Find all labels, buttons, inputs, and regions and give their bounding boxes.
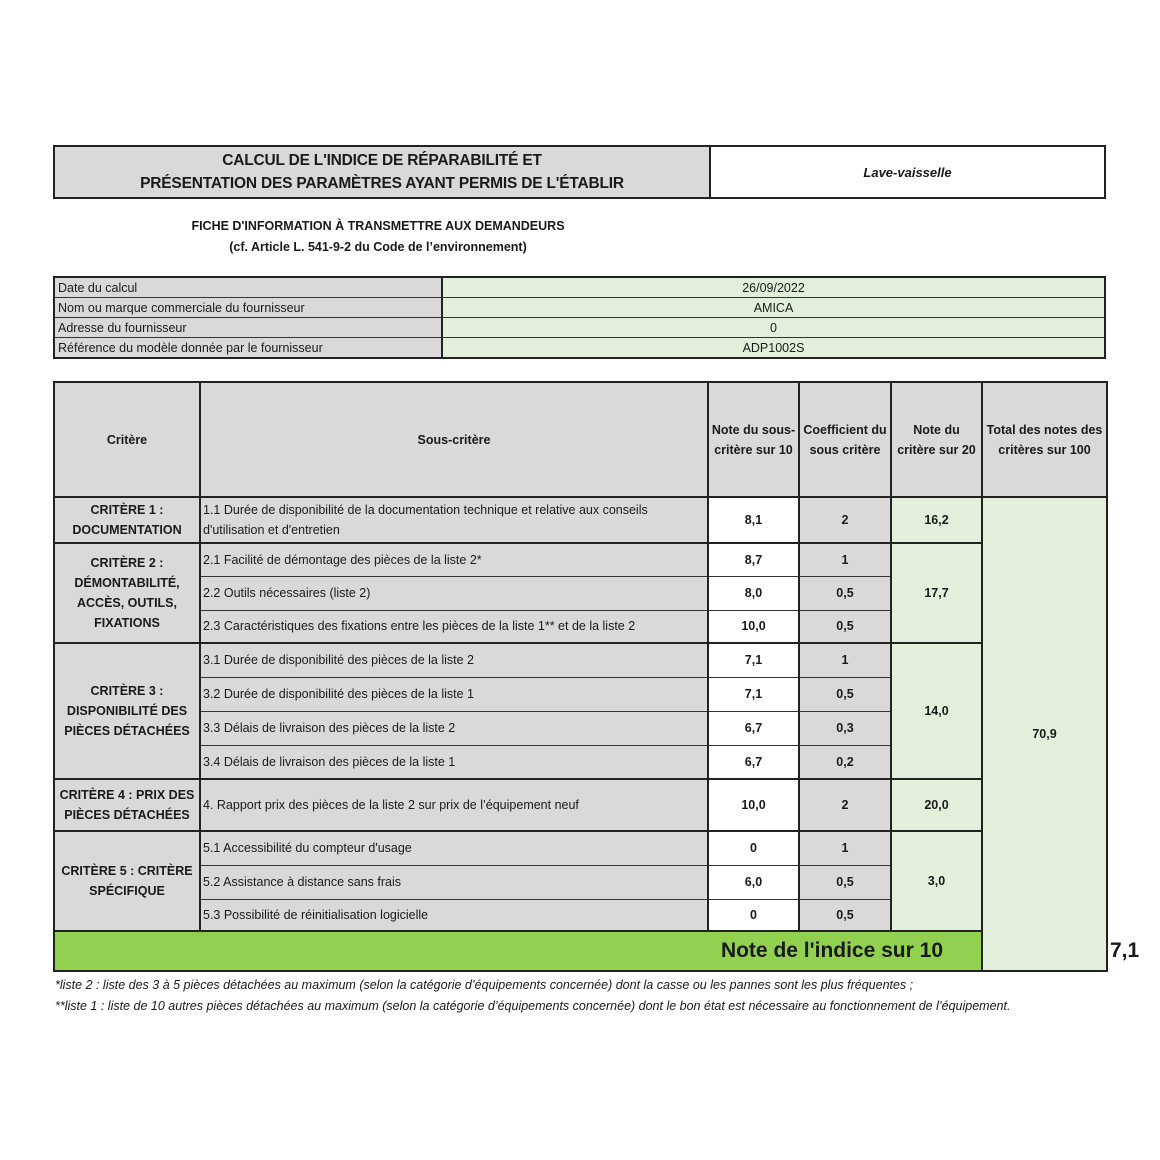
- title-line-1: CALCUL DE L'INDICE DE RÉPARABILITÉ ET: [222, 152, 542, 169]
- col-header-note-sous: Note du sous-critère sur 10: [708, 382, 799, 497]
- col-header-sous-critere: Sous-critère: [200, 382, 708, 497]
- subcriterion-label: 3.2 Durée de disponibilité des pièces de la liste 1: [200, 677, 708, 711]
- subcriterion-score: 8,0: [708, 576, 799, 610]
- subcriterion-label: 1.1 Durée de disponibilité de la documentation technique et relative aux conseils d'utilisation et d'entretien: [200, 497, 708, 543]
- subcriterion-coefficient: 2: [799, 497, 891, 543]
- final-score-label: Note de l'indice sur 10: [54, 931, 982, 971]
- info-value: ADP1002S: [442, 338, 1105, 359]
- title-line-2: PRÉSENTATION DES PARAMÈTRES AYANT PERMIS DE L'ÉTABLIR: [140, 175, 624, 192]
- supplier-info-table: [53, 276, 1106, 359]
- criterion-score: 17,7: [891, 543, 982, 643]
- criterion-label: CRITÈRE 5 : CRITÈRE SPÉCIFIQUE: [54, 831, 200, 931]
- info-label: Date du calcul: [54, 277, 442, 298]
- subcriterion-coefficient: 1: [799, 643, 891, 677]
- info-label: Adresse du fournisseur: [54, 318, 442, 338]
- info-row-brand: [54, 298, 1105, 318]
- repairability-score-table: [53, 381, 1140, 972]
- subcriterion-score: 7,1: [708, 643, 799, 677]
- subcriterion-coefficient: 0,2: [799, 745, 891, 779]
- criterion-score: 20,0: [891, 779, 982, 831]
- criterion-score: 16,2: [891, 497, 982, 543]
- table-row: [54, 831, 1107, 865]
- subcriterion-coefficient: 2: [799, 779, 891, 831]
- footnote-liste-2: *liste 2 : liste des 3 à 5 pièces détachées au maximum (selon la catégorie d’équipements concernée) dont la casse ou les pannes sont les plus fréquentes ;: [55, 978, 914, 992]
- criterion-label: CRITÈRE 2 : DÉMONTABILITÉ, ACCÈS, OUTILS, FIXATIONS: [54, 543, 200, 643]
- subcriterion-coefficient: 0,5: [799, 899, 891, 931]
- subcriterion-score: 8,1: [708, 497, 799, 543]
- subcriterion-label: 2.1 Facilité de démontage des pièces de la liste 2*: [200, 543, 708, 576]
- info-row-model: [54, 338, 1105, 359]
- subcriterion-score: 6,7: [708, 711, 799, 745]
- subcriterion-coefficient: 0,5: [799, 610, 891, 643]
- subcriterion-score: 6,7: [708, 745, 799, 779]
- subcriterion-score: 10,0: [708, 779, 799, 831]
- subcriterion-coefficient: 1: [799, 543, 891, 576]
- info-row-date: [54, 277, 1105, 298]
- product-category: Lave-vaisselle: [711, 147, 1104, 197]
- info-label: Nom ou marque commerciale du fournisseur: [54, 298, 442, 318]
- subcriterion-label: 5.1 Accessibilité du compteur d'usage: [200, 831, 708, 865]
- info-value: AMICA: [442, 298, 1105, 318]
- header-block: [53, 145, 1106, 199]
- subcriterion-coefficient: 0,5: [799, 865, 891, 899]
- total-score-100: 70,9: [982, 497, 1107, 971]
- subcriterion-score: 0: [708, 899, 799, 931]
- final-score-row: Note de l'indice sur 10 7,1: [54, 931, 1107, 971]
- subheader-line-2: (cf. Article L. 541-9-2 du Code de l’environnement): [229, 240, 527, 254]
- col-header-note-critere: Note du critère sur 20: [891, 382, 982, 497]
- col-header-critere: Critère: [54, 382, 200, 497]
- criterion-label: CRITÈRE 4 : PRIX DES PIÈCES DÉTACHÉES: [54, 779, 200, 831]
- subcriterion-label: 2.3 Caractéristiques des fixations entre les pièces de la liste 1** et de la liste 2: [200, 610, 708, 643]
- criterion-score: 3,0: [891, 831, 982, 931]
- subcriterion-label: 3.1 Durée de disponibilité des pièces de la liste 2: [200, 643, 708, 677]
- subcriterion-label: 4. Rapport prix des pièces de la liste 2 sur prix de l’équipement neuf: [200, 779, 708, 831]
- subcriterion-label: 5.2 Assistance à distance sans frais: [200, 865, 708, 899]
- table-row: [54, 543, 1107, 576]
- subcriterion-score: 8,7: [708, 543, 799, 576]
- info-value: 0: [442, 318, 1105, 338]
- subcriterion-coefficient: 1: [799, 831, 891, 865]
- criterion-label: CRITÈRE 3 : DISPONIBILITÉ DES PIÈCES DÉTACHÉES: [54, 643, 200, 779]
- table-row: [54, 779, 1107, 831]
- table-row: [54, 497, 1107, 543]
- info-row-address: [54, 318, 1105, 338]
- subcriterion-label: 3.4 Délais de livraison des pièces de la liste 1: [200, 745, 708, 779]
- subcriterion-coefficient: 0,5: [799, 677, 891, 711]
- subcriterion-label: 5.3 Possibilité de réinitialisation logicielle: [200, 899, 708, 931]
- footnote-liste-1: **liste 1 : liste de 10 autres pièces détachées au maximum (selon la catégorie d’équipements concernée) dont le bon état est nécessaire au fonctionnement de l’équipement.: [55, 998, 1011, 1013]
- subcriterion-coefficient: 0,5: [799, 576, 891, 610]
- subcriterion-label: 2.2 Outils nécessaires (liste 2): [200, 576, 708, 610]
- table-header-row: [54, 382, 1107, 497]
- info-value: 26/09/2022: [442, 277, 1105, 298]
- info-label: Référence du modèle donnée par le fournisseur: [54, 338, 442, 359]
- criterion-label: CRITÈRE 1 : DOCUMENTATION: [54, 497, 200, 543]
- subheader-line-1: FICHE D'INFORMATION À TRANSMETTRE AUX DEMANDEURS: [191, 219, 565, 233]
- subcriterion-score: 6,0: [708, 865, 799, 899]
- subcriterion-score: 0: [708, 831, 799, 865]
- criterion-score: 14,0: [891, 643, 982, 779]
- footnotes: [55, 975, 1105, 1016]
- subcriterion-score: 10,0: [708, 610, 799, 643]
- col-header-coef: Coefficient du sous critère: [799, 382, 891, 497]
- document-title: [55, 147, 711, 197]
- subcriterion-score: 7,1: [708, 677, 799, 711]
- subheader: [53, 216, 703, 258]
- col-header-total: Total des notes des critères sur 100: [982, 382, 1107, 497]
- subcriterion-label: 3.3 Délais de livraison des pièces de la liste 2: [200, 711, 708, 745]
- subcriterion-coefficient: 0,3: [799, 711, 891, 745]
- table-row: [54, 643, 1107, 677]
